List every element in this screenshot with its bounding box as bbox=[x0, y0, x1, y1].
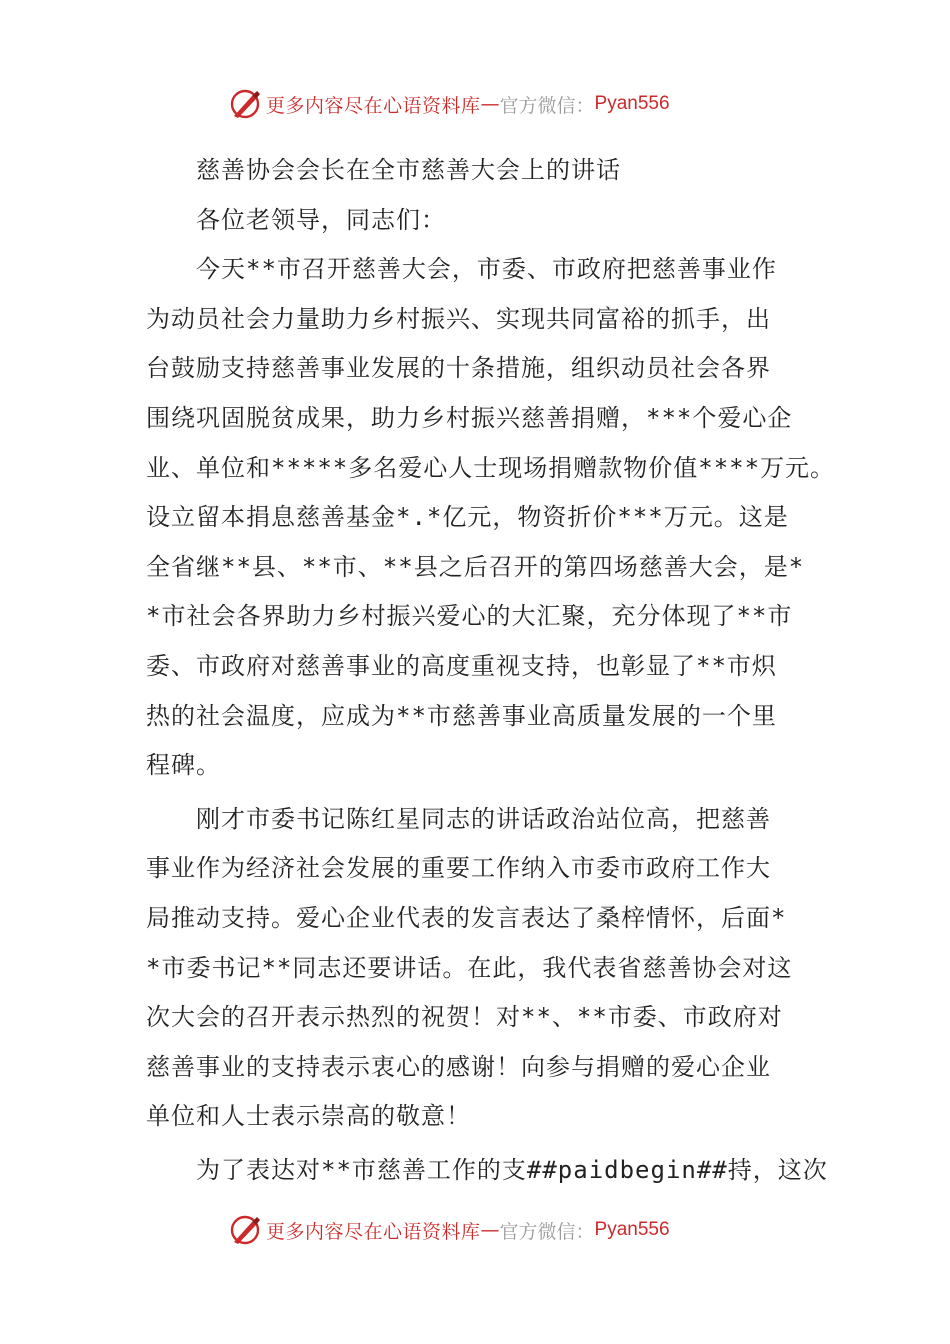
paragraph-3 bbox=[146, 1146, 826, 1196]
paragraph-line: 次大会的召开表示热烈的祝贺！对**、**市委、市政府对 bbox=[146, 1003, 783, 1032]
paragraph-line: 刚才市委书记陈红星同志的讲话政治站位高，把慈善 bbox=[196, 804, 771, 833]
paragraph-line: 台鼓励支持慈善事业发展的十条措施，组织动员社会各界 bbox=[146, 354, 771, 383]
banner-wechat-id: Pyan556 bbox=[594, 93, 670, 114]
paragraph-line: *市委书记**同志还要讲话。在此，我代表省慈善协会对这 bbox=[146, 953, 793, 982]
paragraph-line: 设立留本捐息慈善基金*.*亿元，物资折价***万元。这是 bbox=[146, 503, 789, 532]
banner-wechat-label: 官方微信： bbox=[499, 94, 595, 117]
paragraph-line: 局推动支持。爱心企业代表的发言表达了桑梓情怀，后面* bbox=[146, 903, 787, 932]
paragraph-line: 围绕巩固脱贫成果，助力乡村振兴慈善捐赠，***个爱心企 bbox=[146, 403, 793, 432]
salutation: 各位老领导，同志们： bbox=[196, 205, 446, 234]
paragraph-line: 为了表达对**市慈善工作的支##paidbegin##持，这次 bbox=[196, 1155, 828, 1184]
paragraph-line: *市社会各界助力乡村振兴爱心的大汇聚，充分体现了**市 bbox=[146, 602, 793, 631]
document-title: 慈善协会会长在全市慈善大会上的讲话 bbox=[196, 156, 621, 184]
paragraph-line: 业、单位和*****多名爱心人士现场捐赠款物价值****万元。 bbox=[146, 453, 836, 482]
paragraph-line: 委、市政府对慈善事业的高度重视支持，也彰显了**市炽 bbox=[146, 651, 777, 680]
paragraph-line: 为动员社会力量助力乡村振兴、实现共同富裕的抓手，出 bbox=[146, 304, 771, 333]
pen-logo-icon bbox=[228, 1213, 262, 1247]
paragraph-line: 今天**市召开慈善大会，市委、市政府把慈善事业作 bbox=[196, 255, 777, 284]
document-body bbox=[146, 146, 836, 1195]
paragraph-1 bbox=[146, 245, 836, 791]
header-banner bbox=[228, 86, 670, 122]
paragraph-2 bbox=[146, 795, 826, 1142]
paragraph-line: 热的社会温度，应成为**市慈善事业高质量发展的一个里 bbox=[146, 701, 777, 730]
paragraph-line: 单位和人士表示崇高的敬意！ bbox=[146, 1102, 471, 1131]
banner-text: 更多内容尽在心语资料库 bbox=[266, 1220, 481, 1243]
pen-logo-icon bbox=[228, 87, 262, 121]
banner-wechat-id: Pyan556 bbox=[594, 1219, 670, 1240]
paragraph-line: 程碑。 bbox=[146, 751, 221, 780]
banner-separator: — bbox=[480, 93, 500, 115]
banner-text: 更多内容尽在心语资料库 bbox=[266, 94, 481, 117]
paragraph-line: 全省继**县、**市、**县之后召开的第四场慈善大会，是* bbox=[146, 552, 805, 581]
banner-wechat-label: 官方微信： bbox=[499, 1220, 595, 1243]
footer-banner bbox=[228, 1212, 670, 1248]
banner-separator: — bbox=[480, 1219, 500, 1241]
paragraph-line: 慈善事业的支持表示衷心的感谢！向参与捐赠的爱心企业 bbox=[146, 1052, 771, 1081]
paragraph-line: 事业作为经济社会发展的重要工作纳入市委市政府工作大 bbox=[146, 854, 771, 883]
